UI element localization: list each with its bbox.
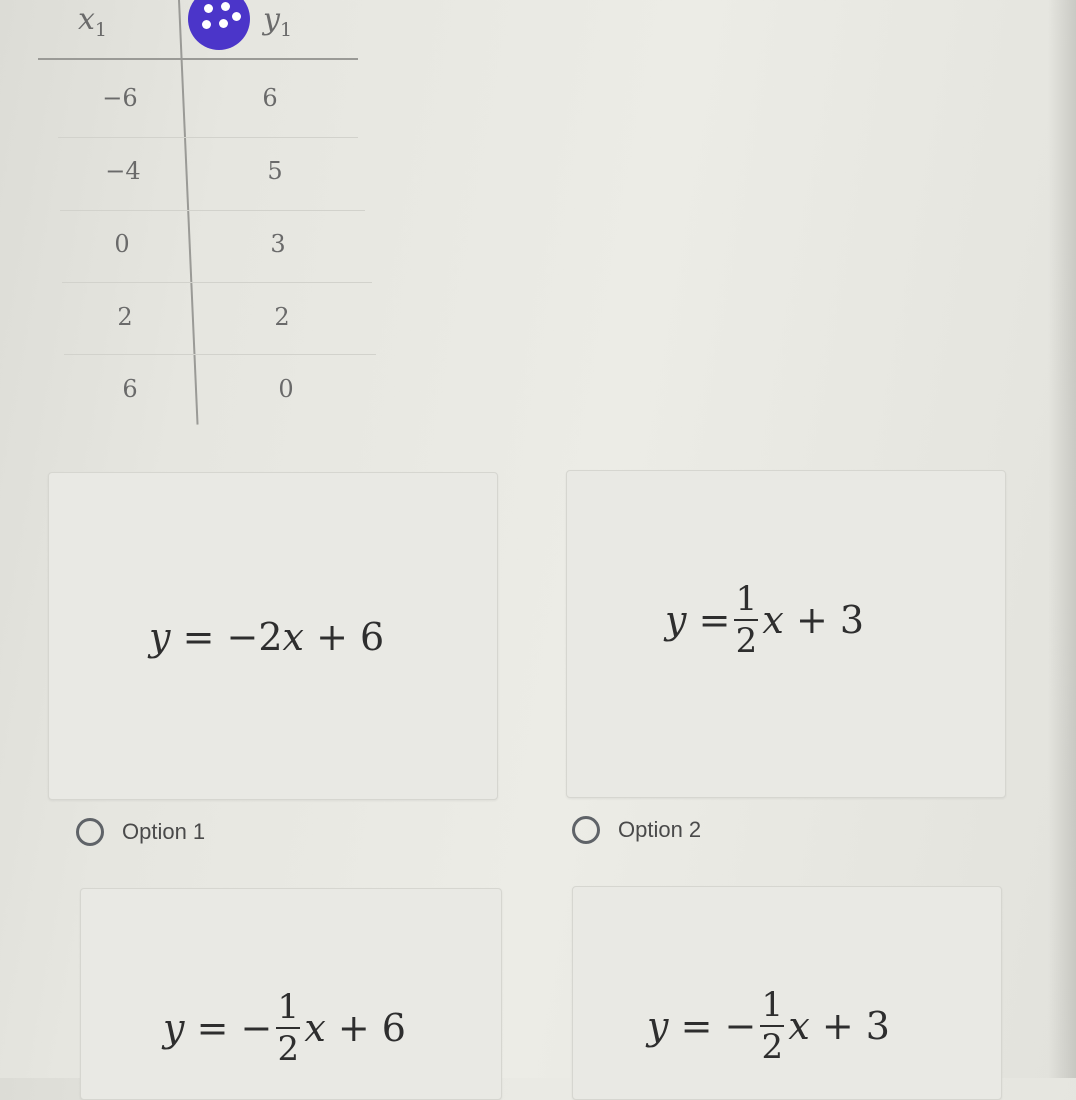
option-2-row[interactable] [572, 816, 701, 844]
option-4-card[interactable] [572, 886, 1002, 1100]
dots-settings-icon[interactable] [188, 0, 250, 50]
option-1-label: Option 1 [122, 819, 206, 844]
cell-y[interactable]: 2 [274, 303, 290, 331]
fraction: $\frac{1}{2}$ [761, 985, 784, 1067]
option-1-radio[interactable] [76, 818, 104, 846]
table-column-divider [178, 0, 199, 425]
screen-edge-shadow [1048, 0, 1076, 1078]
fraction: $\frac{1}{2}$ [277, 987, 300, 1069]
option-2-equation: y = $\frac{1}{2}$ x + 3 [665, 579, 865, 661]
cell-x[interactable]: −6 [102, 84, 138, 112]
xy-table [38, 0, 368, 430]
option-4-equation: y = − $\frac{1}{2}$ x + 3 [647, 985, 890, 1067]
cell-x[interactable]: 2 [117, 303, 133, 331]
option-3-card[interactable] [80, 888, 502, 1100]
option-1-card[interactable] [48, 472, 498, 800]
cell-y[interactable]: 3 [270, 230, 286, 258]
row-divider [64, 354, 376, 355]
table-header-rule [38, 58, 358, 60]
option-2-label: Option 2 [618, 817, 702, 842]
option-2-card[interactable] [566, 470, 1006, 798]
row-divider [60, 210, 365, 211]
row-divider [62, 282, 372, 283]
option-1-row[interactable] [76, 818, 205, 846]
option-1-equation: y = −2 x + 6 [149, 615, 385, 659]
cell-y[interactable]: 6 [262, 84, 278, 112]
cell-x[interactable]: 0 [114, 230, 130, 258]
cell-x[interactable]: −4 [105, 157, 141, 185]
cell-y[interactable]: 5 [267, 157, 283, 185]
row-divider [58, 137, 358, 138]
option-2-radio[interactable] [572, 816, 600, 844]
column-header-y: $y_1$ [263, 2, 293, 41]
option-3-equation: y = − $\frac{1}{2}$ x + 6 [163, 987, 406, 1069]
cell-y[interactable]: 0 [278, 375, 294, 403]
cell-x[interactable]: 6 [122, 375, 138, 403]
fraction: $\frac{1}{2}$ [735, 579, 758, 661]
column-header-x: $x_1$ [78, 2, 108, 41]
